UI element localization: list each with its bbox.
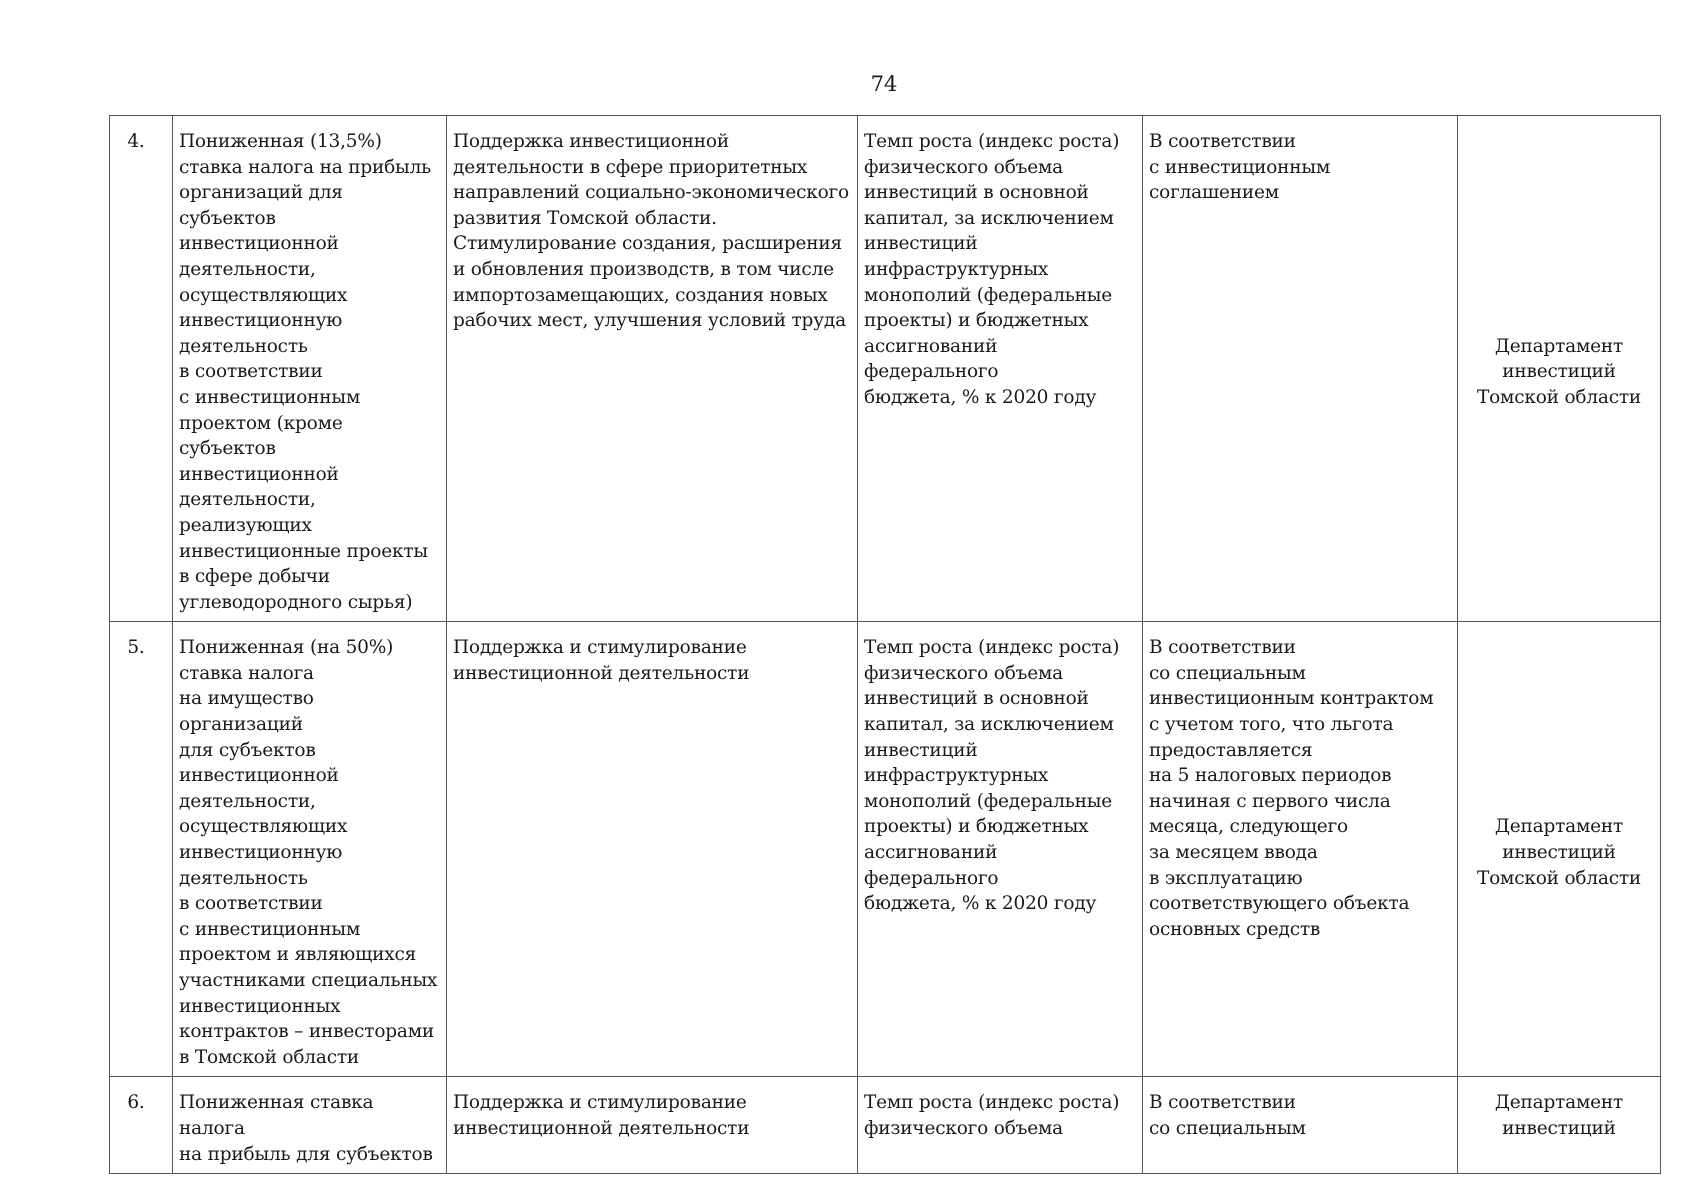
benefit-name: Пониженная (13,5%) ставка налога на прибыль организаций для субъектов инвестиционной деятельности, осуществляющих инвестиционную деятельность в соответствии с инвестиционным проектом (кроме субъектов инвестиционной деятельности, реализующих инвестиционные проекты в сфере добычи углеводородного сырья)	[173, 116, 447, 622]
row-number: 5.	[110, 622, 173, 1077]
benefit-indicator: Темп роста (индекс роста) физического объема	[858, 1077, 1143, 1174]
benefit-goal: Поддержка и стимулирование инвестиционной деятельности	[447, 622, 858, 1077]
benefit-term: В соответствии со специальным инвестиционным контрактом с учетом того, что льгота предоставляется на 5 налоговых периодов начиная с первого числа месяца, следующего за месяцем ввода в эксплуатацию соответствующего объекта основных средств	[1143, 622, 1458, 1077]
responsible-department: Департамент инвестиций Томской области	[1458, 622, 1661, 1077]
responsible-department: Департамент инвестиций Томской области	[1458, 116, 1661, 622]
benefit-name: Пониженная ставка налога на прибыль для субъектов	[173, 1077, 447, 1174]
responsible-department: Департамент инвестиций	[1458, 1077, 1661, 1174]
benefit-name: Пониженная (на 50%) ставка налога на имущество организаций для субъектов инвестиционной деятельности, осуществляющих инвестиционную деятельность в соответствии с инвестиционным проектом и являющихся участниками специальных инвестиционных контрактов – инвесторами в Томской области	[173, 622, 447, 1077]
table-row	[110, 1077, 1661, 1174]
benefit-goal: Поддержка и стимулирование инвестиционной деятельности	[447, 1077, 858, 1174]
table-row	[110, 622, 1661, 1077]
tax-benefits-table	[109, 115, 1661, 1174]
benefit-indicator: Темп роста (индекс роста) физического объема инвестиций в основной капитал, за исключением инвестиций инфраструктурных монополий (федеральные проекты) и бюджетных ассигнований федерального бюджета, % к 2020 году	[858, 622, 1143, 1077]
row-number: 4.	[110, 116, 173, 622]
benefit-term: В соответствии со специальным	[1143, 1077, 1458, 1174]
table-row	[110, 116, 1661, 622]
benefit-goal: Поддержка инвестиционной деятельности в сфере приоритетных направлений социально-экономического развития Томской области. Стимулирование создания, расширения и обновления производств, в том числе импортозамещающих, создания новых рабочих мест, улучшения условий труда	[447, 116, 858, 622]
benefit-term: В соответствии с инвестиционным соглашением	[1143, 116, 1458, 622]
row-number: 6.	[110, 1077, 173, 1174]
page-number: 74	[870, 72, 898, 96]
benefit-indicator: Темп роста (индекс роста) физического объема инвестиций в основной капитал, за исключением инвестиций инфраструктурных монополий (федеральные проекты) и бюджетных ассигнований федерального бюджета, % к 2020 году	[858, 116, 1143, 622]
